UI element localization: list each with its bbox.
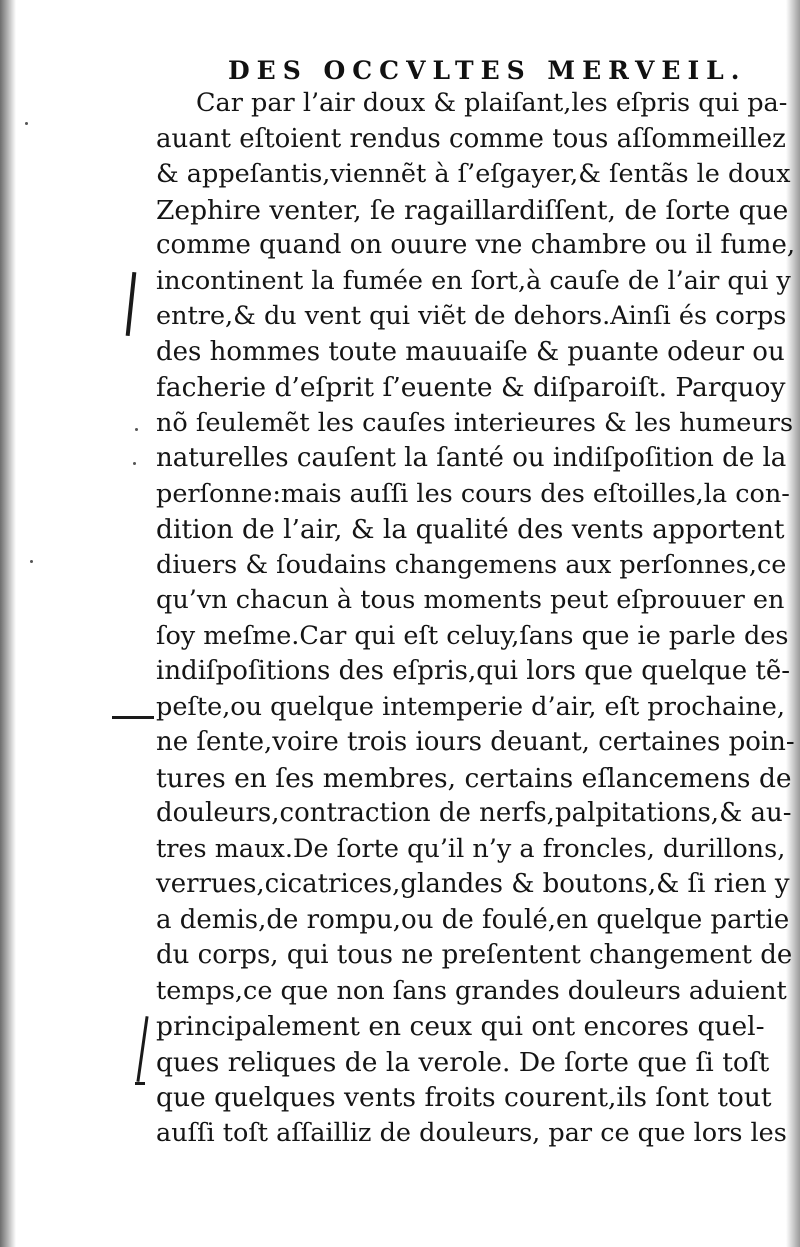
text-line: ques reliques de la verole. De ſorte que ſi toſt [156,1046,770,1078]
text-line: indiſpoſitions des eſpris,qui lors que quelque tẽ- [156,656,791,686]
running-header: DES OCCVLTES MERVEIL. [228,56,747,85]
text-line: qu’vn chacun à tous moments peut eſprouuer en [156,585,785,615]
text-line: facherie d’eſprit ſ’euente & diſparoiſt. Parquoy [156,372,786,403]
text-line: tres maux.De ſorte qu’il n’y a froncles, durillons, [156,833,786,864]
margin-speck [30,560,33,563]
text-line: perſonne:mais auſſi les cours des eſtoilles,la con- [156,478,790,509]
text-line: du corps, qui tous ne preſentent changement de [156,940,793,970]
text-line: peſte,ou quelque intemperie d’air, eſt prochaine, [156,691,785,722]
margin-mark-lower-foot [135,1082,145,1085]
binding-shadow [0,0,16,1247]
text-line: dition de l’air, & la qualité des vents apportent [156,514,785,545]
text-line: naturelles cauſent la ſanté ou indiſpoſition de la [156,443,787,473]
text-line: comme quand on ouure vne chambre ou il fume, [156,230,796,260]
text-line: ne ſente,voire trois iours deuant, certaines poin- [156,727,795,757]
text-line: auant eſtoient rendus comme tous aſſommeillez [156,123,786,154]
margin-mark-lower-bracket [136,1016,148,1082]
text-line: tures en ſes membres, certains eſlancemens de [156,762,792,794]
text-line: a demis,de rompu,ou de foulé,en quelque partie [156,904,790,935]
margin-speck [133,462,136,465]
margin-speck [135,428,138,431]
text-line: & appeſantis,viennẽt à ſ’eſgayer,& ſentãs le doux [156,159,791,189]
text-line: verrues,cicatrices,glandes & boutons,& ſi rien y [156,869,790,899]
text-line: Car par l’air doux & plaiſant,les eſpris qui pa- [196,88,788,118]
text-line: temps,ce que non ſans grandes douleurs aduient [156,975,787,1006]
text-line: principalement en ceux qui ont encores quel- [156,1011,765,1042]
text-line: diuers & ſoudains changemens aux perſonnes,ce [156,549,787,580]
margin-mark-upper [126,272,137,336]
text-line: nõ ſeulemẽt les cauſes interieures & les humeurs [156,407,794,438]
text-line: entre,& du vent qui viẽt de dehors.Ainſi és corps [156,301,787,331]
text-line: des hommes toute mauuaiſe & puante odeur ou [156,336,785,367]
text-line: que quelques vents froits courent,ils ſont tout [156,1082,772,1113]
text-line: auſſi toſt aſſailliz de douleurs, par ce que lors les [156,1117,787,1148]
text-line: douleurs,contraction de nerfs,palpitations,& au- [156,798,792,828]
text-line: Zephire venter, ſe ragaillardiſſent, de ſorte que [156,194,789,226]
text-line: ſoy meſme.Car qui eſt celuy,ſans que ie parle des [156,620,789,651]
margin-mark-dash [112,716,154,719]
text-line: incontinent la fumée en ſort,à cauſe de l’air qui y [156,265,791,296]
body-text [156,86,796,1151]
margin-speck [25,122,28,125]
